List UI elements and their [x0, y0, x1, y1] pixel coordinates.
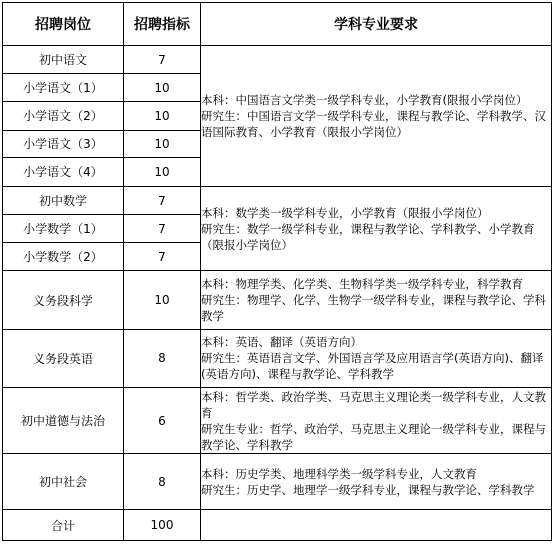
- quota-cell: 10: [124, 102, 201, 131]
- requirement-cell-science: [201, 271, 552, 329]
- requirement-undergrad: 本科：哲学类、政治学类、马克思主义理论类一级学科专业，人文教育: [201, 389, 546, 420]
- quota-cell: 7: [124, 242, 201, 271]
- position-cell: 初中道德与法治: [3, 387, 124, 453]
- table-row: [3, 454, 552, 510]
- requirement-undergrad: 本科：中国语言文学类一级学科专业，小学教育(限报小学岗位）: [201, 92, 528, 107]
- requirement-undergrad: 本科：英语、翻译（英语方向）: [201, 335, 362, 350]
- quota-cell: 6: [124, 387, 201, 453]
- table-row: [3, 45, 552, 74]
- quota-cell: 7: [124, 186, 201, 215]
- position-cell: 义务段科学: [3, 271, 124, 329]
- requirement-cell-english: [201, 329, 552, 387]
- total-value: 100: [124, 510, 201, 541]
- quota-cell: 10: [124, 130, 201, 158]
- requirement-grad: 研究生：历史学、地理学一级学科专业，课程与教学论、学科教学: [201, 482, 535, 497]
- total-empty-cell: [201, 510, 552, 541]
- requirement-grad: 研究生：数学一级学科专业，课程与教学论、学科教学、小学教育（限报小学岗位）: [201, 221, 535, 252]
- quota-cell: 10: [124, 74, 201, 102]
- quota-cell: 8: [124, 329, 201, 387]
- total-label: 合计: [3, 510, 124, 541]
- position-cell: 小学数学（2）: [3, 242, 124, 271]
- quota-cell: 10: [124, 158, 201, 187]
- quota-cell: 8: [124, 454, 201, 510]
- position-cell: 小学语文（2）: [3, 102, 124, 131]
- total-row: [3, 510, 552, 541]
- position-cell: 小学数学（1）: [3, 215, 124, 243]
- requirement-cell-math: [201, 186, 552, 271]
- recruitment-table: [2, 2, 552, 541]
- position-cell: 小学语文（1）: [3, 74, 124, 102]
- requirement-undergrad: 本科：物理学类、化学类、生物科学类一级学科专业，科学教育: [201, 277, 523, 292]
- position-cell: 小学语文（4）: [3, 158, 124, 187]
- requirement-grad: 研究生专业：哲学、政治学、马克思主义理论一级学科专业，课程与教学论、学科教学: [201, 421, 546, 452]
- requirement-cell-chinese: [201, 45, 552, 186]
- table-row: [3, 329, 552, 387]
- table-row: [3, 271, 552, 329]
- table-row: [3, 387, 552, 453]
- header-quota: 招聘指标: [124, 3, 201, 46]
- quota-cell: 7: [124, 215, 201, 243]
- quota-cell: 10: [124, 271, 201, 329]
- requirement-undergrad: 本科：历史学类、地理科学类一级学科专业，人文教育: [201, 466, 477, 481]
- position-cell: 小学语文（3）: [3, 130, 124, 158]
- position-cell: 初中数学: [3, 186, 124, 215]
- requirement-grad: 研究生：中国语言文学一级学科专业，课程与教学论、学科教学、汉语国际教育、小学教育（限报小学岗位）: [201, 108, 546, 139]
- position-cell: 义务段英语: [3, 329, 124, 387]
- table-header-row: [3, 3, 552, 46]
- requirement-cell-society: [201, 454, 552, 510]
- requirement-undergrad: 本科：数学类一级学科专业，小学教育（限报小学岗位）: [201, 205, 489, 220]
- requirement-grad: 研究生：物理学、化学、生物学一级学科专业，课程与教学论、学科教学: [201, 293, 546, 324]
- header-position: 招聘岗位: [3, 3, 124, 46]
- header-requirement: 学科专业要求: [201, 3, 552, 46]
- requirement-cell-ethics: [201, 387, 552, 453]
- position-cell: 初中社会: [3, 454, 124, 510]
- position-cell: 初中语文: [3, 45, 124, 74]
- requirement-grad: 研究生：英语语言文学、外国语言学及应用语言学(英语方向)、翻译(英语方向)、课程与教学论、学科教学: [201, 351, 544, 382]
- table-row: [3, 186, 552, 215]
- quota-cell: 7: [124, 45, 201, 74]
